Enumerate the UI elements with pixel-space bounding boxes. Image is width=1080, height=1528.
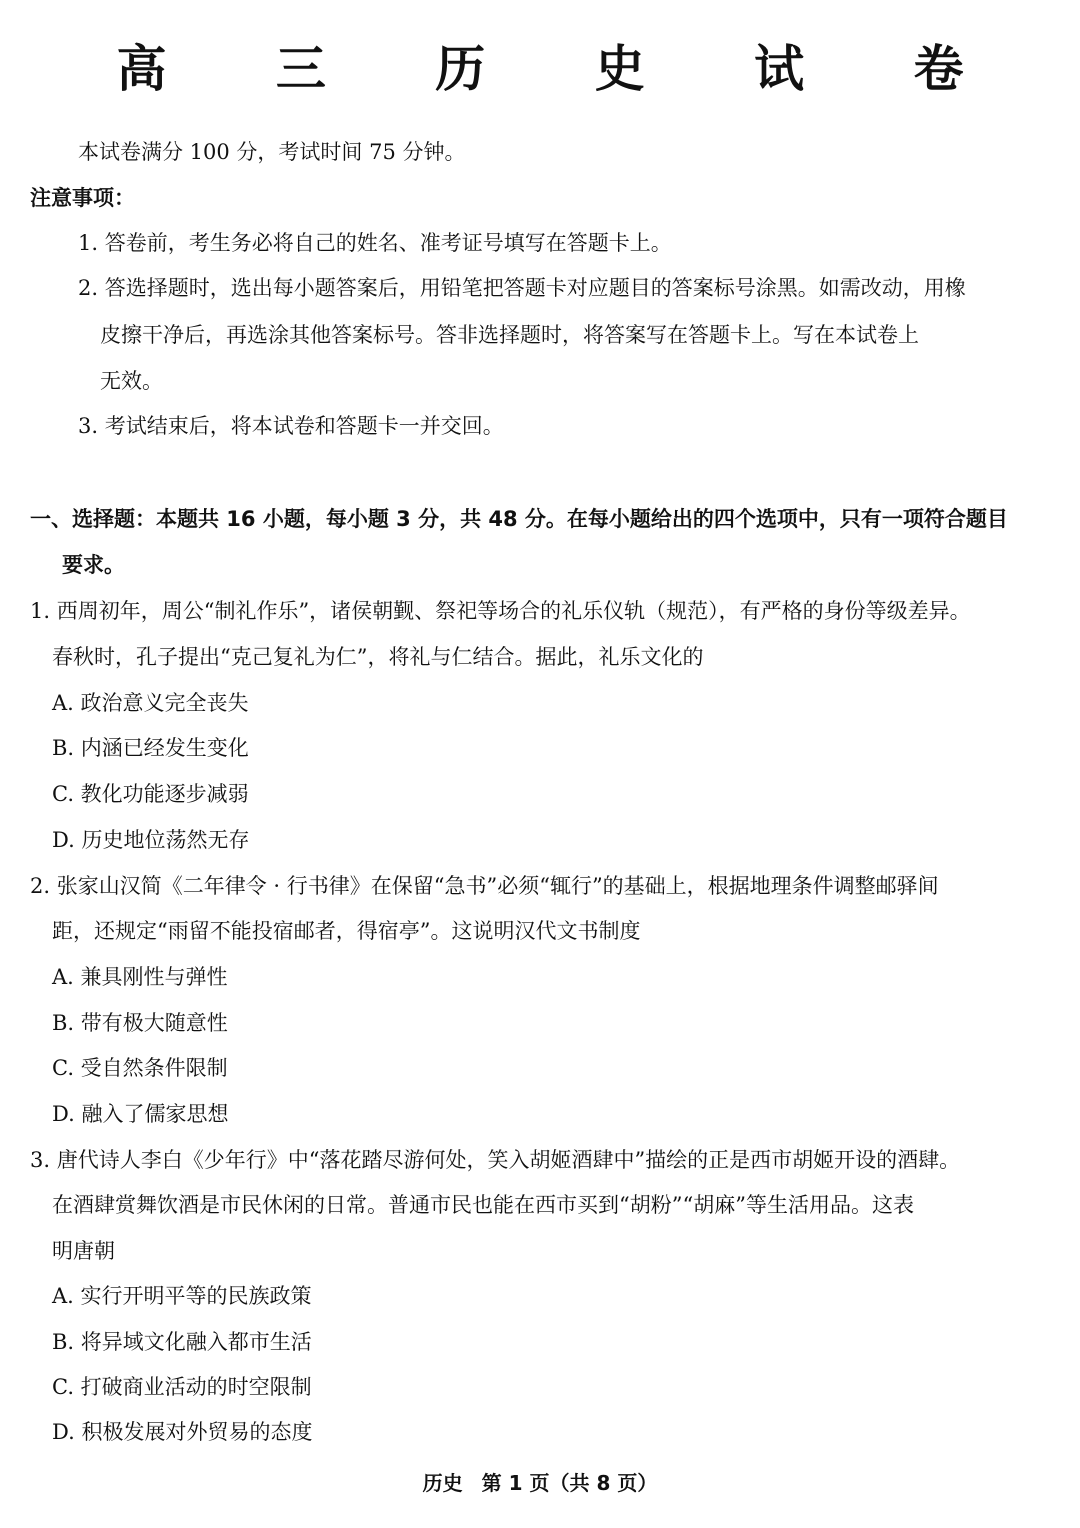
question-1-option-c: C. 教化功能逐步减弱 [52,782,249,806]
question-3-option-d: D. 积极发展对外贸易的态度 [52,1420,313,1444]
section-heading-line-1: 一、选择题：本题共 16 小题，每小题 3 分，共 48 分。在每小题给出的四个选项中，只有一项符合题目 [30,507,1008,531]
question-2-option-b: B. 带有极大随意性 [52,1011,228,1035]
question-3-stem-line-2: 在酒肆赏舞饮酒是市民休闲的日常。普通市民也能在西市买到“胡粉”“胡麻”等生活用品。这表 [52,1193,914,1217]
question-1-stem-line-2: 春秋时，孔子提出“克己复礼为仁”，将礼与仁结合。据此，礼乐文化的 [52,645,704,669]
exam-intro: 本试卷满分 100 分，考试时间 75 分钟。 [78,140,466,164]
question-3-option-a: A. 实行开明平等的民族政策 [52,1284,312,1308]
question-3-option-c: C. 打破商业活动的时空限制 [52,1375,312,1399]
question-1-stem-line-1: 1. 西周初年，周公“制礼作乐”，诸侯朝觐、祭祀等场合的礼乐仪轨（规范），有严格的身份等级差异。 [30,599,971,623]
question-1-option-a: A. 政治意义完全丧失 [52,691,249,715]
question-2-stem-line-1: 2. 张家山汉简《二年律令 · 行书律》在保留“急书”必须“辄行”的基础上，根据地理条件调整邮驿间 [30,874,939,898]
page-footer [0,1468,1080,1498]
footer-subject: 历史 [422,1471,463,1495]
question-3-stem-line-3: 明唐朝 [52,1239,115,1263]
notice-item-2-line-1: 2. 答选择题时，选出每小题答案后，用铅笔把答题卡对应题目的答案标号涂黑。如需改动，用橡 [78,276,966,300]
notice-heading: 注意事项： [30,186,135,210]
question-2-option-a: A. 兼具刚性与弹性 [52,965,228,989]
question-1-option-d: D. 历史地位荡然无存 [52,828,250,852]
question-2-option-d: D. 融入了儒家思想 [52,1102,229,1126]
notice-item-2-line-2: 皮擦干净后，再选涂其他答案标号。答非选择题时，将答案写在答题卡上。写在本试卷上 [100,323,919,347]
question-1-option-b: B. 内涵已经发生变化 [52,736,249,760]
notice-item-2-line-3: 无效。 [100,369,163,393]
notice-item-1: 1. 答卷前，考生务必将自己的姓名、准考证号填写在答题卡上。 [78,231,672,255]
footer-page-number: 第 1 页（共 8 页） [481,1471,658,1495]
page-title: 高 三 历 史 试 卷 [116,40,1010,98]
notice-item-3: 3. 考试结束后，将本试卷和答题卡一并交回。 [78,414,504,438]
section-heading-line-2: 要求。 [62,553,125,577]
question-3-stem-line-1: 3. 唐代诗人李白《少年行》中“落花踏尽游何处，笑入胡姬酒肆中”描绘的正是西市胡姬开设的酒肆。 [30,1148,961,1172]
question-2-stem-line-2: 距，还规定“雨留不能投宿邮者，得宿亭”。这说明汉代文书制度 [52,919,641,943]
question-3-option-b: B. 将异域文化融入都市生活 [52,1330,312,1354]
question-2-option-c: C. 受自然条件限制 [52,1056,228,1080]
